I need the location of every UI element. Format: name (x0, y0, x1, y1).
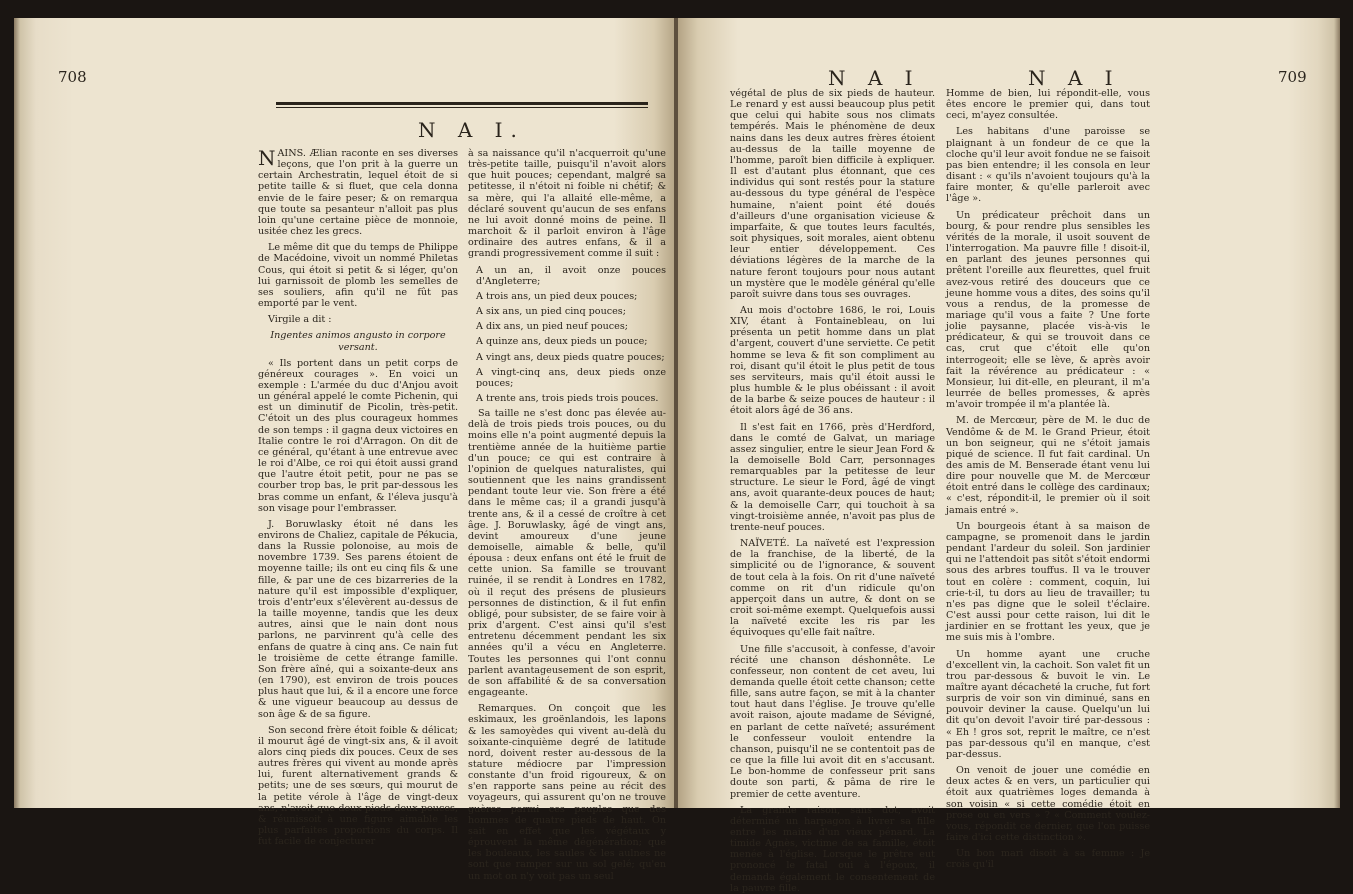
book-spread (14, 18, 1340, 894)
paragraph: La grande raison, sans dot, avoit déterminé un harpagon à livrer sa fille entre les mains d'un vieux pénard. La timide Agnès, victime de sa famille, étoit menée à l'église. Lorsque le prêtre eut prononcé le fatal oui à l'époux, il demanda également le consentement de la pauvre fille. (730, 804, 935, 894)
paragraph: Homme de bien, lui répondit-elle, vous êtes encore le premier qui, dans tout ceci, m'ayez consultée. (946, 88, 1150, 122)
paragraph: Les habitans d'une paroisse se plaignant à un fondeur de ce que la cloche qu'il leur avoit fondue ne se faisoit pas bien entendre; il les consola en leur disant : « qu'ils n'avoient toujours qu'à la faire monter, & qu'elle parleroit avec l'âge ». (946, 126, 1150, 205)
right-page (678, 18, 1340, 894)
growth-item: A trois ans, un pied deux pouces; (476, 290, 638, 302)
drop-cap: N (258, 146, 276, 170)
left-column-2 (468, 148, 666, 882)
paragraph: « Ils portent dans un petit corps de généreux courages ». En voici un exemple : L'armée du duc d'Anjou avoit un général appelé le comte Pichenin, qui est un diminutif de Picolin, très-petit. C'étoit un des plus courageux hommes de son temps : il gagna deux victoires en Italie contre le roi d'Arragon. On dit de ce général, qu'étant à une entrevue avec le roi d'Albe, ce roi qui étoit aussi grand que l'autre étoit petit, pour ne pas se courber trop bas, le prit par-dessous les bras comme un enfant, & l'éleva jusqu'à son visage pour l'embrasser. (258, 357, 458, 514)
left-column-1 (258, 146, 458, 848)
paragraph: Il s'est fait en 1766, près d'Herdford, dans le comté de Galvat, un mariage assez singulier, entre le sieur Jean Ford & la demoiselle Bold Carr, personnages remarquables par la petitesse de leur structure. Le sieur le Ford, âgé de vingt ans, avoit quarante-deux pouces de haut; & la demoiselle Carr, qui touchoit à sa vingt-troisième année, n'avoit pas plus de trente-neuf pouces. (730, 421, 935, 533)
paragraph-remarques: Remarques. On conçoit que les eskimaux, les groënlandois, les lapons & les samoyèdes qui vivent au-delà du soixante-cinquième degré de latitude nord, doivent rester au-dessous de la stature médiocre par l'impression constante d'un froid rigoureux, & on s'en rapporte sans peine au récit des voyageurs, qui assurent qu'on ne trouve guères parmi ces peuples que des hommes de quatre pieds de haut. On sait en effet que les végétaux y éprouvent la même dégénération; que les bouleaux, les saules & les aulnes ne sont que ramper sur un sol gelé; qu'en un mot on n'y voit pas un seul (468, 703, 666, 882)
page-number-right: 709 (1278, 68, 1307, 86)
header-rule (276, 102, 648, 105)
paragraph-naivete: NAÏVETÉ. La naïveté est l'expression de la franchise, de la liberté, de la simplicité ou de l'ignorance, & souvent de tout cela à la fois. On rit d'une naïveté comme on rit d'un ridicule qu'on apperçoit dans un autre, & dont on se croit soi-même exempt. Quelquefois aussi la naïveté excite les ris par les équivoques qu'elle fait naître. (730, 538, 935, 639)
paragraph: Sa taille ne s'est donc pas élevée au-delà de trois pieds trois pouces, ou du moins elle n'a point augmenté depuis la trentième année de la huitième partie d'un pouce; ce qui est contraire à l'opinion de quelques naturalistes, qui soutiennent que les nains grandissent pendant toute leur vie. Son frère a été dans le même cas; il a grandi jusqu'à trente ans, & il a cessé de croître à cet âge. J. Boruwlasky, âgé de vingt ans, devint amoureux d'une jeune demoiselle, aimable & belle, qu'il épousa : deux enfans ont été le fruit de cette union. Sa famille se trouvant ruinée, il se rendit à Londres en 1782, où il reçut des présens de plusieurs personnes de distinction, & il fut enfin obligé, pour subsister, de se faire voir à prix d'argent. C'est ainsi qu'il s'est entretenu décemment pendant les six années qu'il a vécu en Angleterre. Toutes les personnes qui l'ont connu parlent avantageusement de son esprit, de son affabilité & de sa conversation engageante. (468, 408, 666, 699)
paragraph: M. de Mercœur, père de M. le duc de Vendôme & de M. le Grand Prieur, étoit un bon seigneur, qui ne s'étoit jamais piqué de science. Il fut fait cardinal. Un des amis de M. Benserade étant venu lui dire pour nouvelle que M. de Mercœur étoit entré dans le collège des cardinaux; « c'est, répondit-il, le premier où il soit jamais entré ». (946, 415, 1150, 516)
paragraph: Son second frère étoit foible & délicat; il mourut âgé de vingt-six ans, & il avoit alors cinq pieds dix pouces. Ceux de ses autres frères qui vivent au monde après lui, furent alternativement grands & petits; une de ses sœurs, qui mourut de la petite vérole à l'âge de vingt-deux ans, n'avoit que deux pieds deux pouces, & réunissoit à une figure aimable les plus parfaites proportions du corps. Il fut facile de conjecturer (258, 724, 458, 848)
growth-item: A dix ans, un pied neuf pouces; (476, 321, 628, 333)
paragraph: Un prédicateur prêchoit dans un bourg, & pour rendre plus sensibles les vérités de la morale, il usoit souvent de l'interrogation. Ma pauvre fille ! disoit-il, en parlant des jeunes personnes qui prêtent l'oreille aux fleurettes, quel fruit avez-vous retiré des douceurs que ce jeune homme vous a dites, des soins qu'il vous a rendus, de la promesse de mariage qu'il vous a faite ? Une forte jolie paysanne, placée vis-à-vis le prédicateur, & qui se trouvoit dans ce cas, crut que c'étoit elle qu'on interrogeoit; elle se lève, & après avoir fait la révérence au prédicateur : « Monsieur, lui dit-elle, en pleurant, il m'a leurrée de belles promesses, & après m'avoir trompée il m'a plantée là. (946, 209, 1150, 411)
paragraph: végétal de plus de six pieds de hauteur. Le renard y est aussi beaucoup plus petit que celui qui habite sous nos climats tempérés. Mais le phénomène de deux nains dans les deux autres frères étoient au-dessus de la taille moyenne de l'homme, paroît bien difficile à expliquer. Il est d'autant plus étonnant, que ces individus qui sont restés pour la stature au-dessous du type général de l'espèce humaine, n'aient point été doués d'ailleurs d'une organisation vicieuse & imparfaite, & que toutes leurs facultés, soit physiques, soit morales, aient obtenu leur entier développement. Ces déviations légères de la marche de la nature feront toujours pour nous autant un mystère que le modèle général qu'elle paroît suivre dans tous ses ouvrages. (730, 88, 935, 300)
paragraph: Un homme ayant une cruche d'excellent vin, la cachoit. Son valet fit un trou par-dessous & buvoit le vin. Le maître ayant décacheté la cruche, fut fort surpris de voir son vin diminué, sans en pouvoir deviner la cause. Quelqu'un lui dit qu'on devoit l'avoir tiré par-dessous : « Eh ! gros sot, reprit le maître, ce n'est pas par-dessous qu'il en manque, c'est par-dessus. (946, 648, 1150, 760)
paragraph: Le même dit que du temps de Philippe de Macédoine, vivoit un nommé Philetas Cous, qui étoit si petit & si léger, qu'on lui garnissoit de plomb les semelles de ses souliers, afin qu'il ne fût pas emporté par le vent. (258, 242, 458, 310)
paragraph: Au mois d'octobre 1686, le roi, Louis XIV, étant à Fontainebleau, on lui présenta un petit homme dans un plat d'argent, couvert d'une serviette. Ce petit homme se leva & fit son compliment au roi, disant qu'il étoit le plus petit de tous ses serviteurs, mais qu'il étoit aussi le plus humble & le plus obéissant : il avoit de la barbe & seize pouces de hauteur : il étoit alors âgé de 36 ans. (730, 304, 935, 417)
latin-quote: Ingentes animos angusto in corpore versant. (270, 330, 446, 353)
left-page (14, 18, 676, 882)
paragraph: Virgile a dit : (268, 314, 332, 326)
paragraph-nains: NAINS. Ælian raconte en ses diverses leçons, que l'on prit à la guerre un certain Archestratin, lequel étoit de si petite taille & si fluet, que cela donna envie de le faire peser; & on remarqua que toute sa pesanteur n'alloit pas plus loin qu'une certaine pièce de monnoie, usitée chez les grecs. (258, 146, 458, 238)
section-title-right-b: N A I (1028, 66, 1121, 90)
growth-item: A vingt-cinq ans, deux pieds onze pouces; (476, 366, 666, 389)
page-number-left: 708 (58, 68, 87, 86)
growth-item: A quinze ans, deux pieds un pouce; (476, 336, 648, 348)
paragraph: à sa naissance qu'il n'acquerroit qu'une très-petite taille, puisqu'il n'avoit alors que huit pouces; cependant, malgré sa petitesse, il n'étoit ni foible ni chétif; & sa mère, qui l'a allaité elle-même, a déclaré souvent qu'aucun de ses enfans ne lui avoit donné moins de peine. Il marchoit & il parloit environ à l'âge ordinaire des autres enfans, & il a grandi progressivement comme il suit : (468, 148, 666, 260)
section-title-left: N A I. (418, 118, 525, 142)
growth-item: A un an, il avoit onze pouces d'Angleterre; (476, 264, 666, 287)
header-rule-thin (276, 107, 648, 108)
growth-item: A vingt ans, deux pieds quatre pouces; (476, 351, 665, 363)
growth-item: A six ans, un pied cinq pouces; (476, 306, 626, 318)
right-column-2 (946, 88, 1150, 871)
right-column-1 (730, 88, 935, 894)
growth-item: A trente ans, trois pieds trois pouces. (476, 392, 659, 404)
paragraph: J. Boruwlasky étoit né dans les environs de Chaliez, capitale de Pékucia, dans la Russie polonoise, au mois de novembre 1739. Ses parens étoient de moyenne taille; ils ont eu cinq fils & une fille, & par une de ces bizarreries de la nature qu'il est impossible d'expliquer, trois d'entr'eux s'élevèrent au-dessus de la taille moyenne, tandis que les deux autres, ainsi que le nain dont nous parlons, ne parvinrent qu'à celle des enfans de quatre à cinq ans. Ce nain fut le troisième de cette étrange famille. Son frère aîné, qui a soixante-deux ans (en 1790), est environ de trois pouces plus haut que lui, & il a encore une force & une vigueur beaucoup au dessus de son âge & de sa figure. (258, 518, 458, 720)
section-title-right-a: N A I (828, 66, 921, 90)
paragraph: Un bon mari disoit à sa femme : Je crois qu'il (946, 848, 1150, 871)
paragraph: On venoit de jouer une comédie en deux actes & en vers, un particulier qui étoit aux quatrièmes loges demanda à son voisin « si cette comédie étoit en prose ou en vers » ? « Comment voulez-vous, répondit ce dernier, que l'on puisse faire d'ici cette distinction ». (946, 765, 1150, 843)
paragraph: Un bourgeois étant à sa maison de campagne, se promenoit dans le jardin pendant l'ardeur du soleil. Son jardinier qui ne l'attendoit pas sitôt s'étoit endormi sous des arbres touffus. Il va le trouver tout en colère : comment, coquin, lui crie-t-il, tu dors au lieu de travailler; tu n'es pas digne que le soleil t'éclaire. C'est aussi pour cette raison, lui dit le jardinier en se frottant les yeux, que je me suis mis à l'ombre. (946, 520, 1150, 644)
paragraph: Une fille s'accusoit, à confesse, d'avoir récité une chanson déshonnête. Le confesseur, non content de cet aveu, lui demanda quelle étoit cette chanson; cette fille, sans autre façon, se mit à la chanter tout haut dans l'église. Je trouve qu'elle avoit raison, ajoute madame de Sévigné, en parlant de cette naïveté; assurément le confesseur vouloit entendre la chanson, puisqu'il ne se contentoit pas de ce que la fille lui avoit dit en s'accusant. Le bon-homme de confesseur prit sans doute son parti, & pâma de rire le premier de cette aventure. (730, 643, 935, 800)
